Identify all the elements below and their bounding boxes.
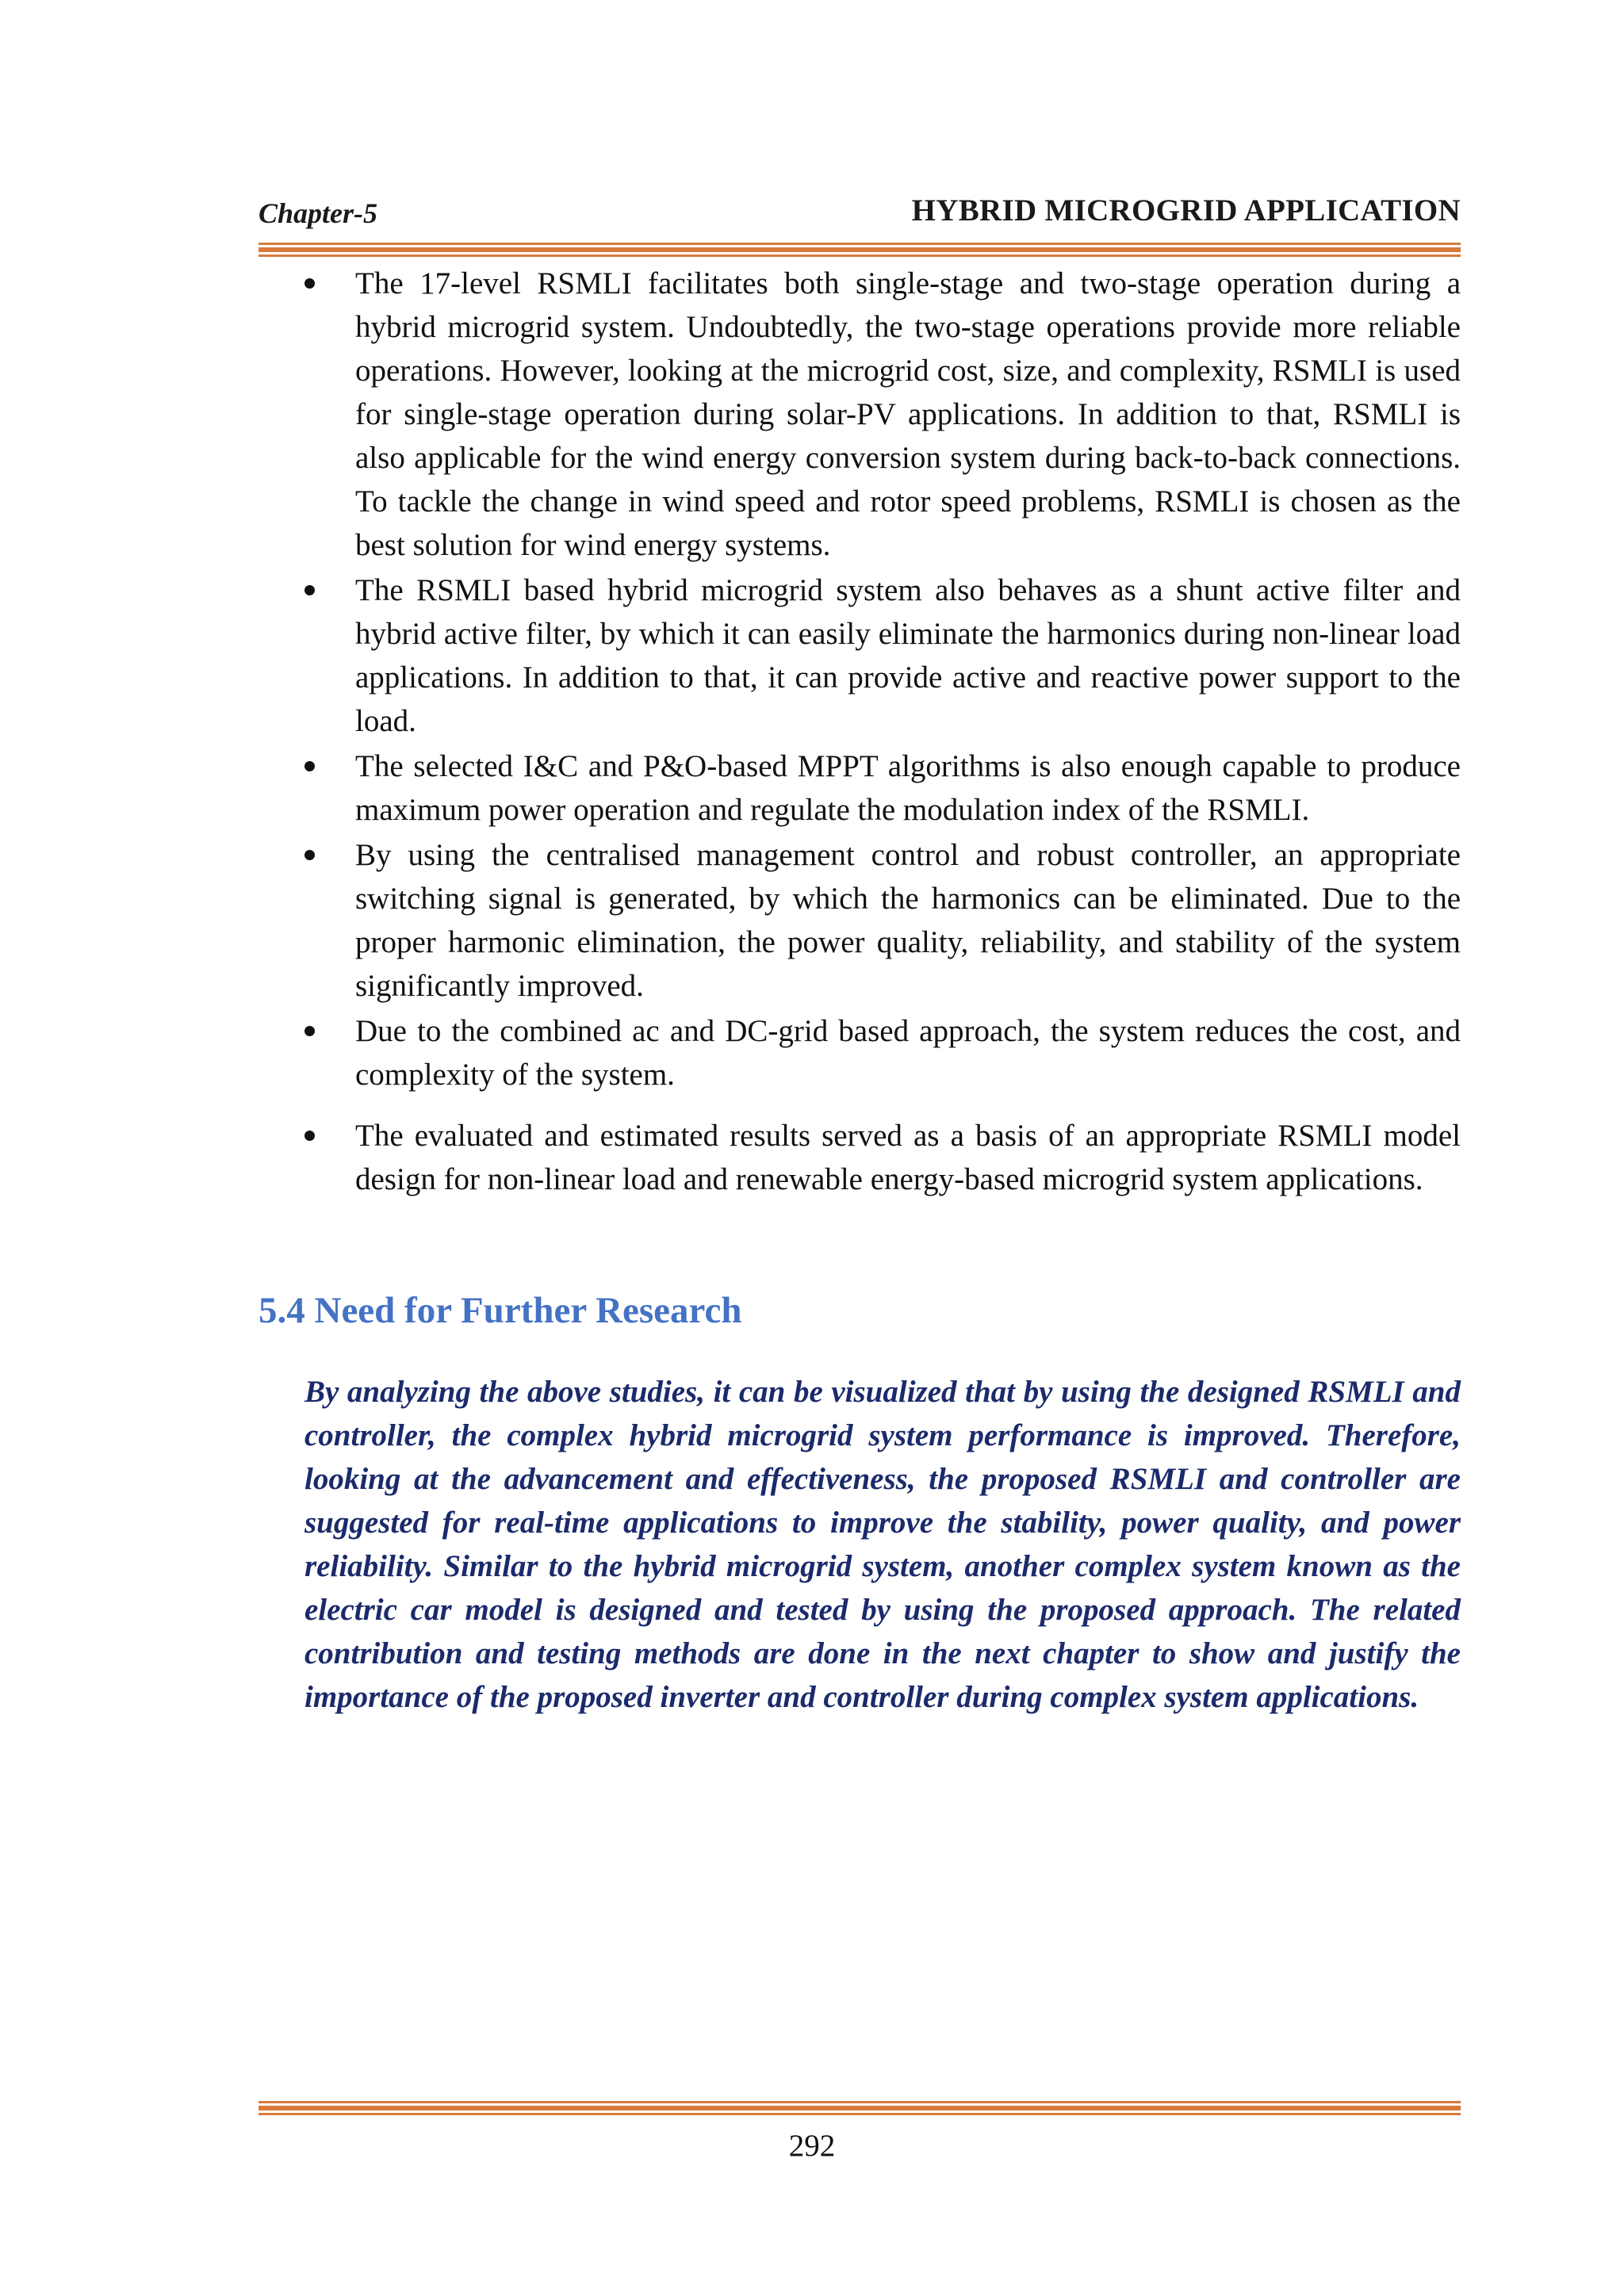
- bullet-icon: [304, 850, 315, 860]
- running-title: HYBRID MICROGRID APPLICATION: [911, 193, 1461, 228]
- chapter-label: Chapter-5: [259, 197, 378, 229]
- bullet-icon: [304, 1131, 315, 1141]
- section-heading: 5.4 Need for Further Research: [259, 1290, 742, 1331]
- bullet-icon: [304, 585, 315, 595]
- page-number: 292: [788, 2129, 836, 2163]
- running-header: [259, 193, 1461, 233]
- bullet-item: [304, 1009, 1461, 1096]
- bullet-icon: [304, 278, 315, 289]
- bullet-text: Due to the combined ac and DC-grid based approach, the system reduces the cost, and complexity of the system.: [355, 1014, 1461, 1092]
- bullet-text: The selected I&C and P&O-based MPPT algorithms is also enough capable to produce maximum power operation and regulate the modulation index of the RSMLI.: [355, 749, 1461, 827]
- bullet-item: [304, 1114, 1461, 1201]
- bullet-text: The RSMLI based hybrid microgrid system also behaves as a shunt active filter and hybrid active filter, by which it can easily eliminate the harmonics during non-linear load applications. In addition to that, it can provide active and reactive power support to the load.: [355, 573, 1461, 738]
- bullet-text: By using the centralised management control and robust controller, an appropriate switching signal is generated, by which the harmonics can be eliminated. Due to the proper harmonic elimination, the power quality, reliability, and stability of the system significantly improved.: [355, 838, 1461, 1003]
- footer-divider: [259, 2101, 1461, 2115]
- bullet-item: [304, 833, 1461, 1008]
- bullet-item: [304, 568, 1461, 743]
- conclusion-bullet-list: [304, 262, 1461, 1203]
- bullet-icon: [304, 1026, 315, 1036]
- header-divider: [259, 243, 1461, 257]
- bullet-icon: [304, 761, 315, 771]
- bullet-item: [304, 744, 1461, 832]
- bullet-text: The 17-level RSMLI facilitates both single-stage and two-stage operation during a hybrid microgrid system. Undoubtedly, the two-stage operations provide more reliable operations. However, looking at the microgrid cost, size, and complexity, RSMLI is used for single-stage operation during solar-PV applications. In addition to that, RSMLI is also applicable for the wind energy conversion system during back-to-back connections. To tackle the change in wind speed and rotor speed problems, RSMLI is chosen as the best solution for wind energy systems.: [355, 266, 1461, 562]
- bullet-item: [304, 262, 1461, 567]
- research-paragraph: By analyzing the above studies, it can be visualized that by using the designed RSMLI and controller, the complex hybrid microgrid system performance is improved. Therefore, looking at the advancement and effectiveness, the proposed RSMLI and controller are suggested for real-time applications to improve the stability, power quality, and power reliability. Similar to the hybrid microgrid system, another complex system known as the electric car model is designed and tested by using the proposed approach. The related contribution and testing methods are done in the next chapter to show and justify the importance of the proposed inverter and controller during complex system applications.: [304, 1375, 1461, 1714]
- bullet-text: The evaluated and estimated results served as a basis of an appropriate RSMLI model design for non-linear load and renewable energy-based microgrid system applications.: [355, 1119, 1461, 1196]
